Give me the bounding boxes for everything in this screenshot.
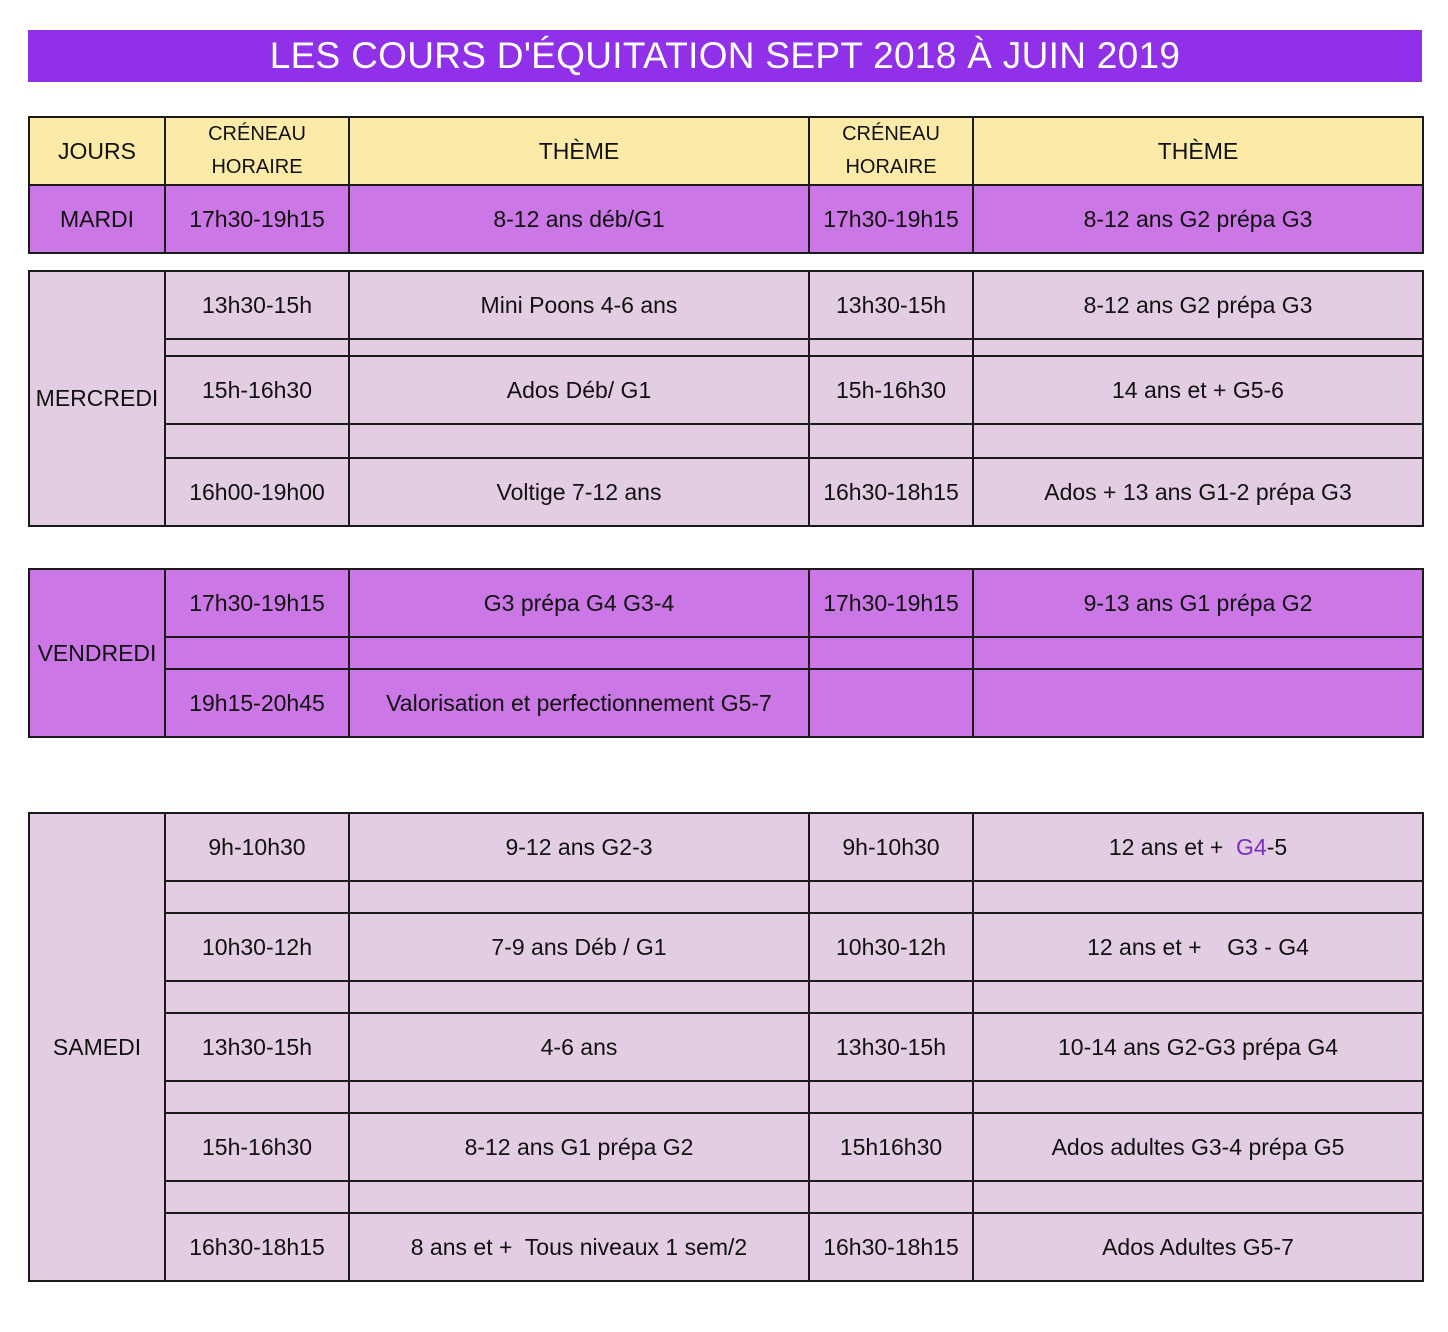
- header-slot-1: CRÉNEAU HORAIRE: [165, 117, 349, 185]
- theme-cell: 9-12 ans G2-3: [349, 813, 809, 881]
- theme-cell: 8-12 ans G2 prépa G3: [973, 185, 1423, 253]
- table-row: [29, 1013, 1423, 1081]
- day-mercredi: MERCREDI: [29, 271, 165, 526]
- slot-cell: 13h30-15h: [165, 271, 349, 339]
- slot-cell: 17h30-19h15: [809, 569, 973, 637]
- spacer-row: [29, 339, 1423, 356]
- spacer-row: [29, 1081, 1423, 1113]
- table-row: [29, 813, 1423, 881]
- slot-cell: 16h30-18h15: [165, 1213, 349, 1281]
- theme-cell: 10-14 ans G2-G3 prépa G4: [973, 1013, 1423, 1081]
- table-row: [29, 1113, 1423, 1181]
- theme-cell: Ados + 13 ans G1-2 prépa G3: [973, 458, 1423, 526]
- theme-cell: 8-12 ans G1 prépa G2: [349, 1113, 809, 1181]
- theme-cell: 4-6 ans: [349, 1013, 809, 1081]
- schedule-table-vendredi: [28, 568, 1424, 738]
- header-theme-2: THÈME: [973, 117, 1423, 185]
- theme-cell: Ados adultes G3-4 prépa G5: [973, 1113, 1423, 1181]
- schedule-table-samedi: [28, 812, 1424, 1282]
- slot-cell: 15h-16h30: [165, 1113, 349, 1181]
- table-row: [29, 356, 1423, 424]
- slot-cell: 15h-16h30: [809, 356, 973, 424]
- table-row: [29, 569, 1423, 637]
- slot-cell: 10h30-12h: [809, 913, 973, 981]
- schedule-table-mardi: [28, 116, 1424, 254]
- slot-cell: 15h-16h30: [165, 356, 349, 424]
- table-row: [29, 913, 1423, 981]
- spacer-row: [29, 424, 1423, 458]
- theme-cell: 8-12 ans G2 prépa G3: [973, 271, 1423, 339]
- theme-cell: Mini Poons 4-6 ans: [349, 271, 809, 339]
- day-samedi: SAMEDI: [29, 813, 165, 1281]
- spacer-row: [29, 981, 1423, 1013]
- slot-cell: 16h30-18h15: [809, 1213, 973, 1281]
- accent-text: G4: [1236, 833, 1267, 860]
- theme-cell: Ados Déb/ G1: [349, 356, 809, 424]
- table-row: [29, 669, 1423, 737]
- theme-cell: 14 ans et + G5-6: [973, 356, 1423, 424]
- table-row: [29, 1213, 1423, 1281]
- theme-cell: 12 ans et + G3 - G4: [973, 913, 1423, 981]
- slot-cell: 17h30-19h15: [165, 185, 349, 253]
- day-mardi: MARDI: [29, 185, 165, 253]
- slot-cell: 9h-10h30: [809, 813, 973, 881]
- day-vendredi: VENDREDI: [29, 569, 165, 737]
- theme-cell: Ados Adultes G5-7: [973, 1213, 1423, 1281]
- table-row: [29, 458, 1423, 526]
- slot-cell: 16h30-18h15: [809, 458, 973, 526]
- header-slot-2: CRÉNEAU HORAIRE: [809, 117, 973, 185]
- spacer-row: [29, 637, 1423, 669]
- slot-cell: 19h15-20h45: [165, 669, 349, 737]
- table-row: [29, 271, 1423, 339]
- schedule-table-mercredi: [28, 270, 1424, 527]
- slot-cell: 17h30-19h15: [165, 569, 349, 637]
- slot-cell: 13h30-15h: [809, 1013, 973, 1081]
- spacer-row: [29, 881, 1423, 913]
- slot-cell: 16h00-19h00: [165, 458, 349, 526]
- slot-cell: [809, 669, 973, 737]
- header-jours: JOURS: [29, 117, 165, 185]
- page-title: LES COURS D'ÉQUITATION SEPT 2018 À JUIN 2019: [28, 30, 1422, 82]
- slot-cell: 17h30-19h15: [809, 185, 973, 253]
- spacer-row: [29, 1181, 1423, 1213]
- theme-cell: Voltige 7-12 ans: [349, 458, 809, 526]
- slot-cell: 13h30-15h: [165, 1013, 349, 1081]
- slot-cell: 13h30-15h: [809, 271, 973, 339]
- theme-cell: [973, 669, 1423, 737]
- slot-cell: 15h16h30: [809, 1113, 973, 1181]
- slot-cell: 10h30-12h: [165, 913, 349, 981]
- theme-cell: 8-12 ans déb/G1: [349, 185, 809, 253]
- header-theme-1: THÈME: [349, 117, 809, 185]
- table-row: [29, 185, 1423, 253]
- theme-cell: 7-9 ans Déb / G1: [349, 913, 809, 981]
- header-row: [29, 117, 1423, 185]
- theme-cell: 12 ans et + G4-5: [973, 813, 1423, 881]
- theme-cell: Valorisation et perfectionnement G5-7: [349, 669, 809, 737]
- theme-cell: 9-13 ans G1 prépa G2: [973, 569, 1423, 637]
- theme-cell: 8 ans et + Tous niveaux 1 sem/2: [349, 1213, 809, 1281]
- slot-cell: 9h-10h30: [165, 813, 349, 881]
- theme-cell: G3 prépa G4 G3-4: [349, 569, 809, 637]
